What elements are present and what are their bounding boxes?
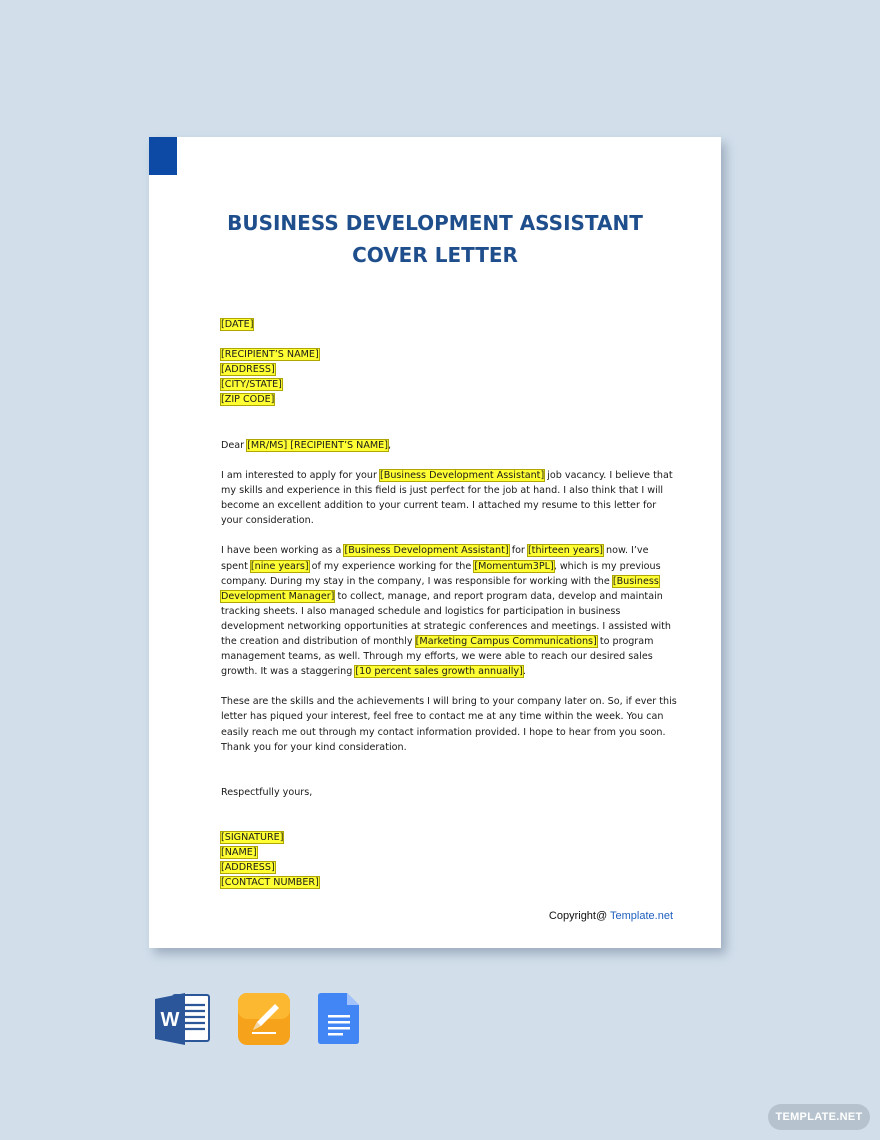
- sender-name-placeholder: [NAME]: [221, 847, 257, 859]
- previous-years-placeholder: [nine years]: [250, 560, 309, 572]
- template-watermark: TEMPLATE.NET: [768, 1104, 870, 1130]
- position-placeholder: [Business Development Assistant]: [380, 469, 545, 481]
- communications-placeholder: [Marketing Campus Communications]: [415, 635, 597, 647]
- app-icons: [155, 993, 375, 1047]
- document-title: [149, 207, 721, 271]
- title-line-2: COVER LETTER: [352, 243, 518, 267]
- paragraph-1: I am interested to apply for your [Business Development Assistant] job vacancy. I believe that my skills and experience in this field is just perfect for the job at hand. I also think that I will become an excellent addition to your current team. I attached my resume to this letter for your consideration.: [221, 469, 673, 527]
- recipient-address-placeholder: [ADDRESS]: [221, 364, 275, 376]
- sender-address-line: [221, 860, 677, 875]
- salutation-name-placeholder: [MR/MS] [RECIPIENT’S NAME]: [247, 439, 388, 451]
- recipient-city-line: [221, 377, 677, 392]
- current-position-placeholder: [Business Development Assistant]: [344, 545, 509, 557]
- copyright-label: Copyright@: [548, 910, 611, 922]
- paragraph-2: I have been working as a [Business Development Assistant] for [thirteen years] now. I’ve spent [nine years] of my experience working for the [Momentum3PL], which is my previous company. During my stay in the company, I was responsible for working with the [Business Development Manager] to collect, manage, and report program data, develop and maintain tracking sheets. I also managed schedule and logistics for participation in business development networking opportunities at strategic conferences and meetings. I assisted with the creation and distribution of monthly [Marketing Campus Communications] to program management teams, as well. Through my efforts, we were able to reach our desired sales growth. It was a staggering [10 percent sales growth annually].: [221, 545, 671, 678]
- sender-contact-line: [221, 875, 677, 890]
- recipient-zip-line: [221, 392, 677, 407]
- sender-address-placeholder: [ADDRESS]: [221, 862, 275, 874]
- company-placeholder: [Momentum3PL]: [474, 560, 554, 572]
- salutation: Dear [MR/MS] [RECIPIENT’S NAME],: [221, 439, 392, 451]
- document-page: [149, 137, 721, 948]
- copyright-link[interactable]: Template.net: [610, 910, 673, 922]
- manager-placeholder: [Business Development Manager]: [221, 575, 659, 602]
- recipient-zip-placeholder: [ZIP CODE]: [221, 394, 275, 406]
- sender-name-line: [221, 845, 677, 860]
- sender-contact-placeholder: [CONTACT NUMBER]: [221, 877, 319, 889]
- closing: Respectfully yours,: [221, 786, 313, 798]
- recipient-address-line: [221, 362, 677, 377]
- pages-icon[interactable]: [238, 993, 290, 1045]
- corner-accent: [149, 137, 177, 175]
- google-docs-icon[interactable]: [318, 993, 360, 1045]
- paragraph-3: These are the skills and the achievements I will bring to your company later on. So, if ever this letter has piqued your interest, feel free to contact me at any time within the week. You can easily reach me out through my contact information provided. I hope to hear from you soon. Thank you for your kind consideration.: [221, 696, 677, 753]
- signature-placeholder: [SIGNATURE]: [221, 832, 284, 844]
- letter-body: [221, 317, 677, 891]
- title-line-1: BUSINESS DEVELOPMENT ASSISTANT: [227, 211, 643, 235]
- signature-line: [221, 830, 677, 845]
- recipient-city-placeholder: [CITY/STATE]: [221, 379, 282, 391]
- recipient-name-placeholder: [RECIPIENT’S NAME]: [221, 349, 319, 361]
- years-placeholder: [thirteen years]: [527, 545, 603, 557]
- copyright-notice: [549, 910, 673, 922]
- date-placeholder: [DATE]: [221, 319, 254, 330]
- date-line: [221, 317, 677, 332]
- recipient-name-line: [221, 347, 677, 362]
- sales-growth-placeholder: [10 percent sales growth annually]: [355, 666, 523, 678]
- word-icon[interactable]: [155, 993, 211, 1045]
- svg-text:W: W: [160, 1009, 180, 1031]
